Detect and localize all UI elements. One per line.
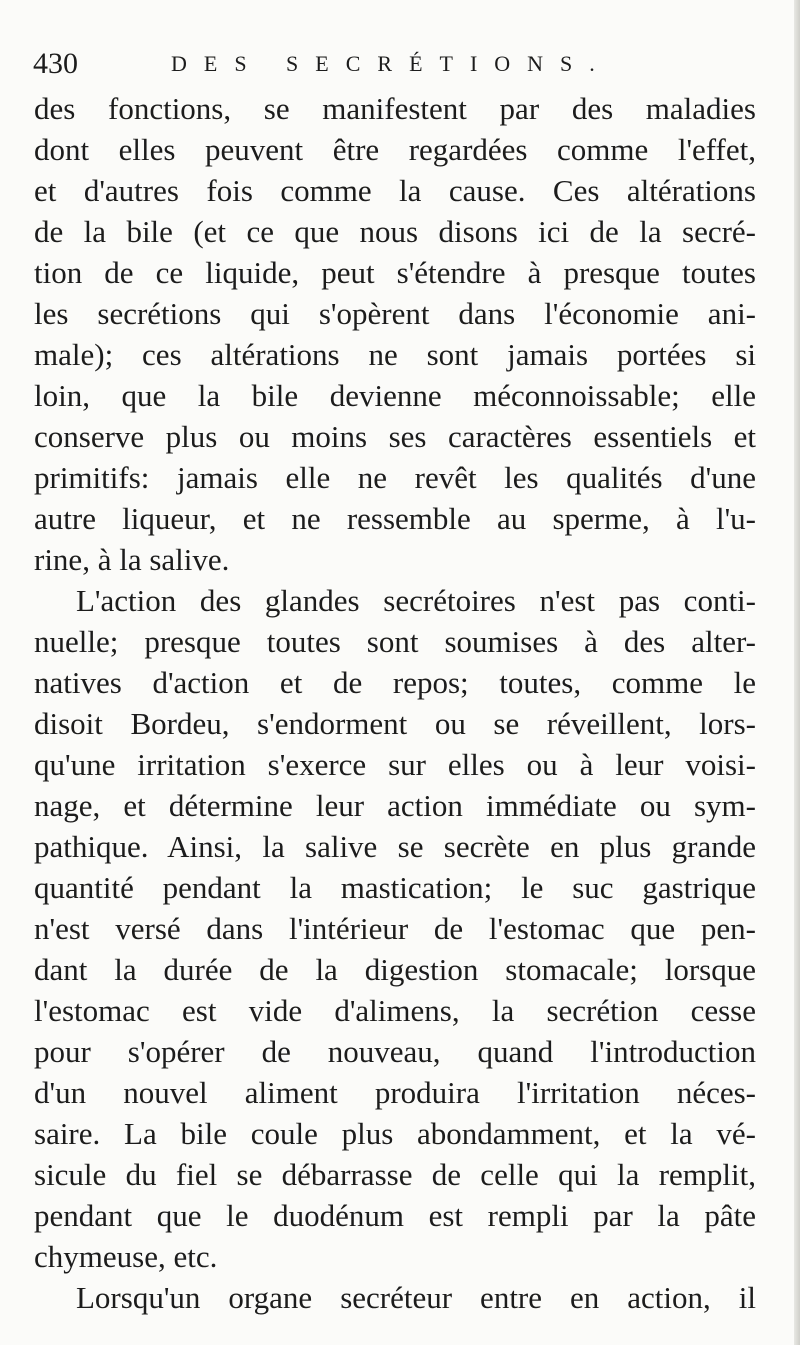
text-line: loin, que la bile devienne méconnoissable; elle	[34, 378, 756, 413]
text-line: les secrétions qui s'opèrent dans l'économie ani-	[34, 296, 756, 331]
paragraph-1	[34, 88, 756, 580]
page-edge	[794, 0, 800, 1345]
text-line: pour s'opérer de nouveau, quand l'introduction	[34, 1034, 756, 1069]
text-line: chymeuse, etc.	[34, 1239, 218, 1274]
text-line: qu'une irritation s'exerce sur elles ou à leur voisi-	[34, 747, 756, 782]
text-line: quantité pendant la mastication; le suc gastrique	[34, 870, 756, 905]
text-line: des fonctions, se manifestent par des maladies	[34, 91, 756, 126]
text-line: nage, et détermine leur action immédiate ou sym-	[34, 788, 756, 823]
text-line: d'un nouvel aliment produira l'irritation néces-	[34, 1075, 756, 1110]
text-line: natives d'action et de repos; toutes, comme le	[34, 665, 756, 700]
text-line: pathique. Ainsi, la salive se secrète en plus grande	[34, 829, 756, 864]
paragraph-3	[34, 1277, 756, 1318]
text-line: pendant que le duodénum est rempli par la pâte	[34, 1198, 756, 1233]
running-title: DES SECRÉTIONS.	[171, 51, 612, 76]
text-line: sicule du fiel se débarrasse de celle qui la remplit,	[34, 1157, 756, 1192]
paragraph-2	[34, 580, 756, 1277]
page-number: 430	[33, 47, 78, 80]
text-line: disoit Bordeu, s'endorment ou se réveillent, lors-	[34, 706, 756, 741]
body-text	[34, 88, 756, 1318]
text-line: saire. La bile coule plus abondamment, et la vé-	[34, 1116, 756, 1151]
text-line: conserve plus ou moins ses caractères essentiels et	[34, 419, 756, 454]
text-line: de la bile (et ce que nous disons ici de la secré-	[34, 214, 756, 249]
text-line: autre liqueur, et ne ressemble au sperme, à l'u-	[34, 501, 756, 536]
text-line: n'est versé dans l'intérieur de l'estomac que pen-	[34, 911, 756, 946]
text-line: dont elles peuvent être regardées comme l'effet,	[34, 132, 756, 167]
text-line: dant la durée de la digestion stomacale; lorsque	[34, 952, 756, 987]
text-line: tion de ce liquide, peut s'étendre à presque toutes	[34, 255, 756, 290]
text-line: Lorsqu'un organe secréteur entre en action, il	[76, 1280, 756, 1315]
text-line: l'estomac est vide d'alimens, la secrétion cesse	[34, 993, 756, 1028]
text-line: male); ces altérations ne sont jamais portées si	[34, 337, 756, 372]
text-line: et d'autres fois comme la cause. Ces altérations	[34, 173, 756, 208]
page-header	[33, 40, 773, 88]
text-line: primitifs: jamais elle ne revêt les qualités d'une	[34, 460, 756, 495]
text-line: L'action des glandes secrétoires n'est pas conti-	[76, 583, 756, 618]
text-line: rine, à la salive.	[34, 542, 230, 577]
text-line: nuelle; presque toutes sont soumises à des alter-	[34, 624, 756, 659]
